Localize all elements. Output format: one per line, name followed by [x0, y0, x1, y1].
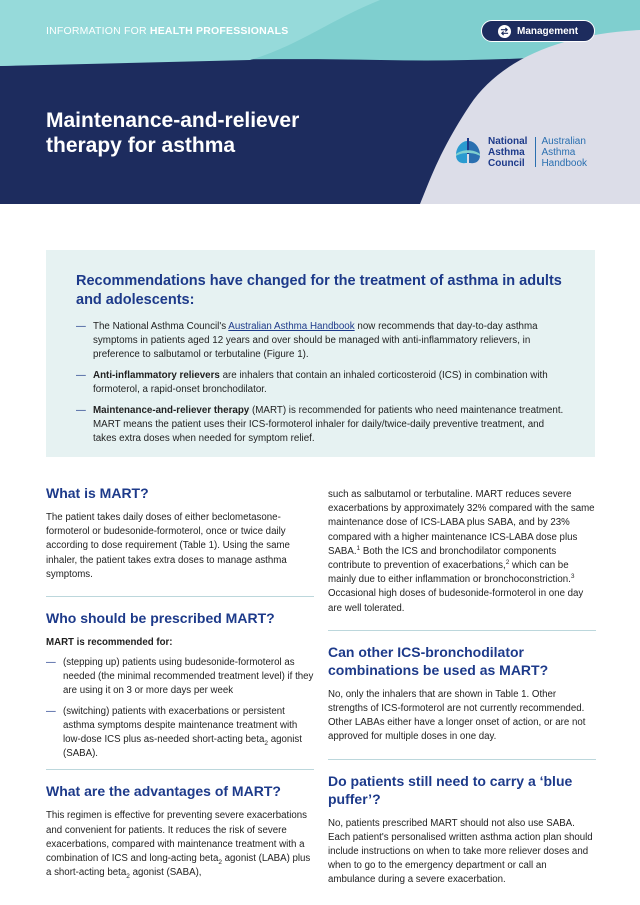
dash-bullet-icon: — — [76, 321, 86, 332]
other-combinations-text: No, only the inhalers that are shown in Table 1. Other strengths of ICS-formoterol are not currently recommended. Other LABAs either have a longer onset of action, or are not approved for multiple doses in one day. — [328, 688, 586, 743]
list-item: — The National Asthma Council's Australian Asthma Handbook now recommends that day-to-day asthma symptoms in patients aged 12 years and over should be managed with anti-inflammatory relievers, in preference to salbutamol or terbutaline (Figure 1). — [76, 321, 538, 360]
divider — [46, 596, 314, 597]
dash-bullet-icon: — — [76, 370, 86, 381]
list-item: — (switching) patients with exacerbations or persistent asthma symptoms despite maintenance treatment with low-dose ICS plus as-needed short-acting beta$_2$ agonist (SABA). — [46, 705, 302, 760]
management-badge — [481, 20, 595, 42]
dash-bullet-icon: — — [76, 405, 86, 416]
divider — [46, 769, 314, 770]
list-item: — Anti-inflammatory relievers are inhalers that contain an inhaled corticosteroid (ICS) in combination with formoterol, a rapid-onset bronchodilator. — [76, 370, 548, 395]
section-heading-blue-puffer: Do patients still need to carry a ‘blue puffer’? — [328, 772, 573, 807]
recommendations-box — [46, 250, 595, 457]
section-heading-what-is-mart: What is MART? — [46, 485, 149, 501]
recommendations-heading: Recommendations have changed for the treatment of asthma in adults and adolescents: — [76, 273, 562, 308]
who-label: MART is recommended for: — [46, 637, 173, 649]
logo-handbook-text: Australian Asthma Handbook — [541, 135, 588, 169]
right-column — [328, 488, 596, 888]
section-heading-advantages: What are the advantages of MART? — [46, 783, 281, 800]
national-asthma-council-logo — [454, 135, 587, 169]
list-item: — (stepping up) patients using budesonide-formoterol as needed (the minimal recommended treatment level) if they are using it on 3 or more days per week — [46, 657, 314, 697]
dash-bullet-icon: — — [46, 705, 56, 717]
page-title: Maintenance-and-reliever therapy for asthma — [46, 109, 300, 157]
who-list — [46, 656, 314, 761]
logo-council-text: National Asthma Council — [488, 135, 528, 169]
divider — [328, 759, 596, 760]
list-item: — Maintenance-and-reliever therapy (MART) is recommended for patients who need maintenance treatment. MART means the patient uses their ICS-formoterol inhaler for daily/twice-daily preventive treatment, and takes extra doses when needed for symptom relief. — [76, 405, 564, 444]
recommendations-list — [76, 320, 565, 446]
left-column — [46, 484, 314, 880]
advantages-text-part1: This regimen is effective for preventing severe exacerbations and convenient for patients. It reduces the risk of severe exacerbations, compared with maintenance treatment with a combination of ICS and long-acting beta$_2$ agonist (LABA) plus a short-acting beta$_2$ agonist (SABA), — [46, 810, 311, 881]
badge-label: Management — [517, 25, 579, 37]
section-heading-who: Who should be prescribed MART? — [46, 610, 275, 627]
audience-kicker: INFORMATION FOR HEALTH PROFESSIONALS — [46, 25, 289, 37]
page-header — [0, 0, 640, 204]
lungs-logo-icon — [454, 137, 482, 167]
divider — [328, 630, 596, 631]
what-is-mart-text: The patient takes daily doses of either beclometasone-formoterol or budesonide-formoterol, once or twice daily according to dose requirement (Table 1). Using the same inhaler, the patient takes extra doses to manage asthma symptoms. — [46, 512, 290, 580]
arrows-icon — [498, 25, 511, 38]
handbook-link[interactable]: Australian Asthma Handbook — [228, 321, 355, 332]
logo-divider — [535, 137, 536, 167]
section-heading-other-combinations: Can other ICS-bronchodilator combinations be used as MART? — [328, 643, 549, 678]
blue-puffer-text: No, patients prescribed MART should not also use SABA. Each patient's personalised written asthma action plan should include instructions on when to take more reliever doses and when to go to the emergency department or call an ambulance during a severe exacerbation. — [328, 817, 593, 886]
dash-bullet-icon: — — [46, 657, 56, 669]
advantages-text-part2: such as salbutamol or terbutaline. MART reduces severe exacerbations by approximately 32% compared with the same maintenance dose of ICS-LABA plus SABA, and by 23% compared with a higher maintenance ICS-LABA dose plus SABA.$^1$ Both the ICS and bronchodilator components contribute to prevention of exacerbations,$^2$ which can be mainly due to either inflammation or bronchoconstriction.$^3$ Occasional high doses of budesonide-formoterol in one day are well tolerated. — [328, 489, 595, 614]
